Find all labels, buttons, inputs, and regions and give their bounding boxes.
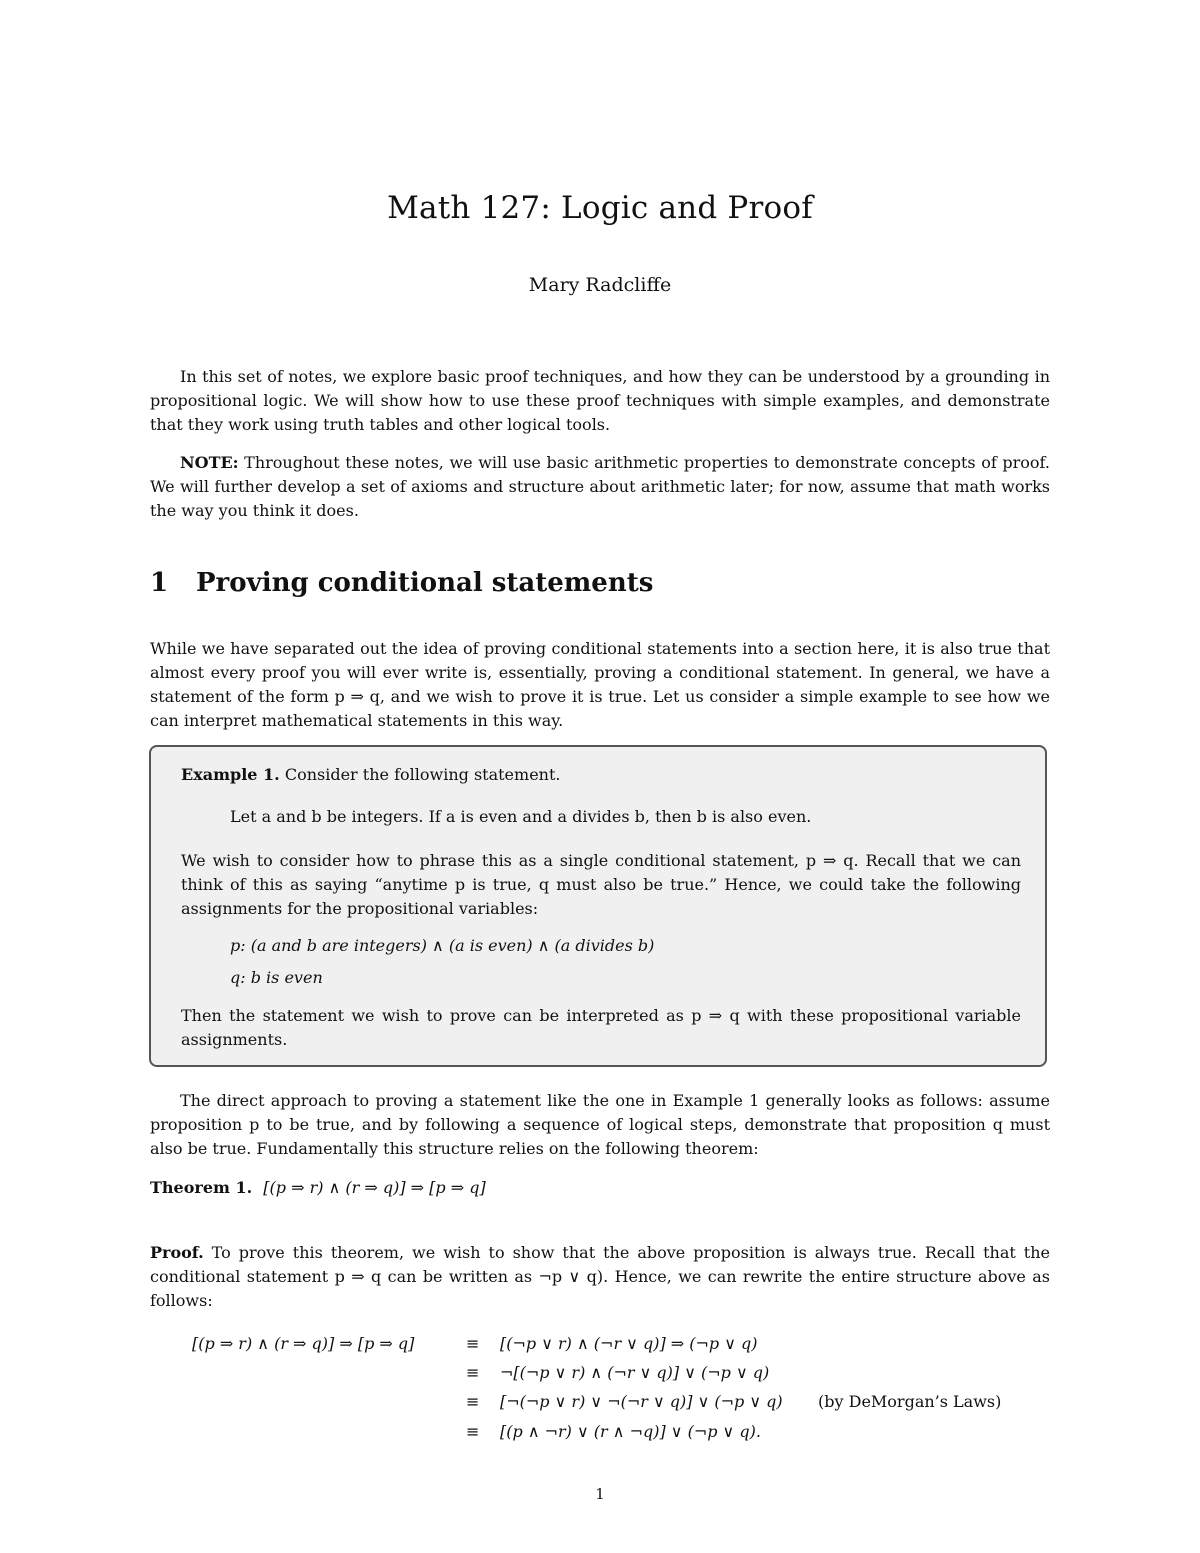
page-number: 1 (595, 1485, 605, 1503)
example-statement: Let a and b be integers. If a is even and a divides b, then b is also even. (230, 807, 812, 826)
equation-rhs: [(p ∧ ¬r) ∨ (r ∧ ¬q)] ∨ (¬p ∨ q). (500, 1422, 761, 1441)
equation-rhs: [(¬p ∨ r) ∧ (¬r ∨ q)] ⇒ (¬p ∨ q) (500, 1334, 758, 1353)
equation-rhs: ¬[(¬p ∨ r) ∧ (¬r ∨ q)] ∨ (¬p ∨ q) (500, 1363, 770, 1382)
equiv-symbol: ≡ (466, 1422, 480, 1441)
equiv-symbol: ≡ (466, 1392, 480, 1411)
equation-note: (by DeMorgan’s Laws) (818, 1392, 1002, 1411)
theorem-1 (150, 1176, 486, 1200)
proof-text: To prove this theorem, we wish to show that the above proposition is always true. Recall that the conditional statement p ⇒ q can be written as ¬p ∨ q). Hence, we can rewrite the entire structure above as follows: (150, 1243, 1050, 1310)
example-paragraph: We wish to consider how to phrase this as a single conditional statement, p ⇒ q. Recall that we can think of this as saying “anytime p is true, q must also be true.” Hence, we could take the following assignments for the propositional variables: (181, 851, 1021, 918)
proof-label: Proof. (150, 1243, 204, 1262)
equation-rhs: [¬(¬p ∨ r) ∨ ¬(¬r ∨ q)] ∨ (¬p ∨ q) (500, 1392, 783, 1411)
q-assignment: q: b is even (230, 968, 323, 987)
intro-paragraph: In this set of notes, we explore basic proof techniques, and how they can be understood by a grounding in propositional logic. We will show how to use these proof techniques with simple examples, and demonstrate that they work using truth tables and other logical tools. (150, 367, 1050, 434)
example-intro: Example 1. Consider the following statement. (181, 765, 561, 784)
example-box (149, 745, 1047, 1067)
theorem-label: Theorem 1. (150, 1178, 253, 1197)
note-text: Throughout these notes, we will use basic arithmetic properties to demonstrate concepts of proof. We will further develop a set of axioms and structure about arithmetic later; for now, assume that math works the way you think it does. (150, 453, 1050, 520)
section-title: Proving conditional statements (196, 568, 654, 598)
direct-approach-paragraph: The direct approach to proving a statement like the one in Example 1 generally looks as follows: assume proposition p to be true, and by following a sequence of logical steps, demonstrate that proposition q must also be true. Fundamentally this structure relies on the following theorem: (150, 1091, 1050, 1158)
note-label: NOTE: (180, 453, 239, 472)
example-label: Example 1. (181, 765, 280, 784)
paper-title: Math 127: Logic and Proof (387, 190, 813, 226)
equiv-symbol: ≡ (466, 1334, 480, 1353)
author-name: Mary Radcliffe (528, 274, 672, 296)
note-paragraph (150, 451, 1050, 523)
p-assignment: p: (a and b are integers) ∧ (a is even) ∧ (a divides b) (230, 936, 655, 955)
section-heading (150, 568, 653, 598)
section-number: 1 (150, 568, 169, 598)
section-paragraph: While we have separated out the idea of proving conditional statements into a section here, it is also true that almost every proof you will ever write is, essentially, proving a conditional statement. In general, we have a statement of the form p ⇒ q, and we wish to prove it is true. Let us consider a simple example to see how we can interpret mathematical statements in this way. (150, 639, 1050, 730)
theorem-statement: [(p ⇒ r) ∧ (r ⇒ q)] ⇒ [p ⇒ q] (263, 1178, 486, 1197)
proof-paragraph (150, 1241, 1050, 1313)
example-conclusion: Then the statement we wish to prove can be interpreted as p ⇒ q with these propositional variable assignments. (181, 1006, 1021, 1049)
equation-lhs: [(p ⇒ r) ∧ (r ⇒ q)] ⇒ [p ⇒ q] (192, 1334, 415, 1353)
equiv-symbol: ≡ (466, 1363, 480, 1382)
